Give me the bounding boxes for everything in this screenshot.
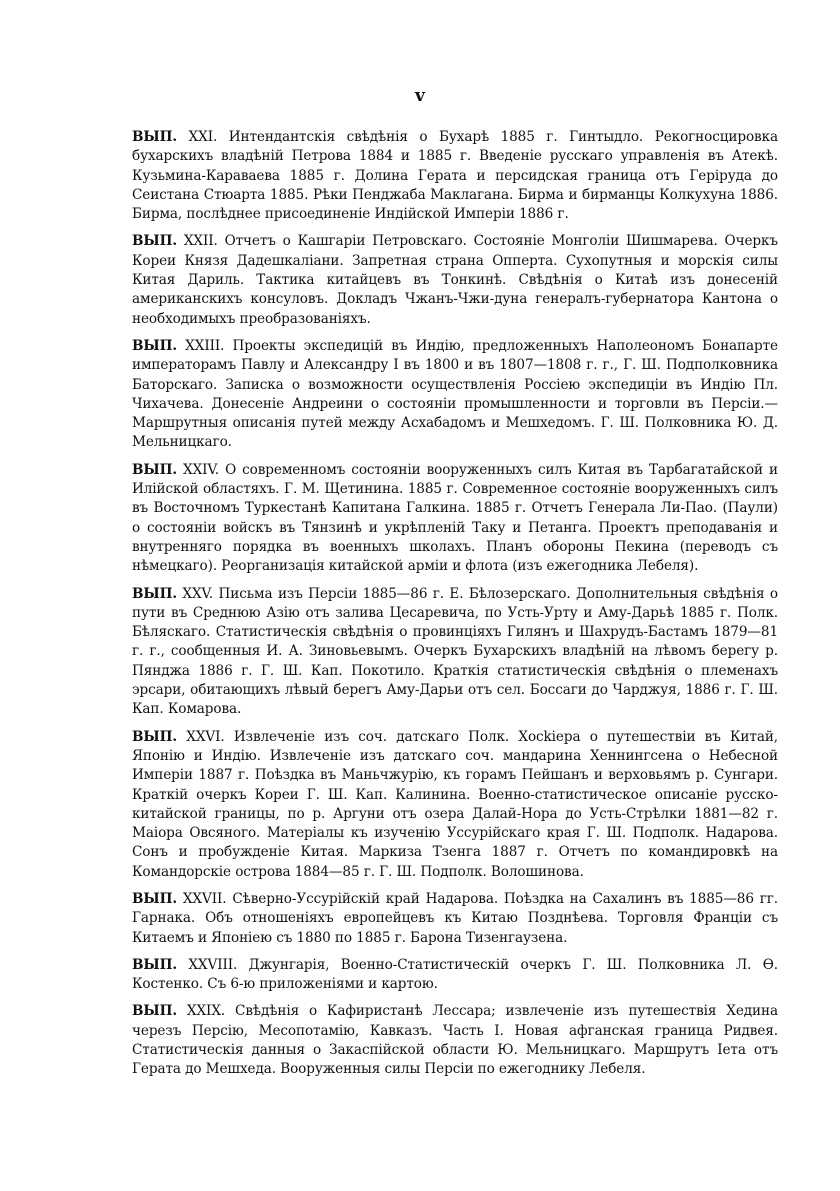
entry-xxviii: [132, 956, 778, 995]
entry-xxiii: [132, 337, 778, 453]
entry-number: XXI.: [188, 129, 218, 145]
entry-text: О современномъ состояніи вооруженныхъ силъ Китая въ Тарбагатайской и Илійской областяхъ. Г. М. Щетинина. 1885 г. Современное состояніе вооруженныхъ силъ въ Восточномъ Туркестанѣ Капитана Галкина. 1885 г. Отчетъ Генерала Ли-Пао. (Паули) о состояніи войскъ въ Тянзинѣ и укрѣпленій Таку и Петанга. Проектъ преподаванія и внутренняго порядка въ военныхъ школахъ. Планъ обороны Пекина (переводъ съ нѣмецкаго). Реорганизація китайской арміи и флота (изъ ежегодника Лебеля).: [132, 461, 778, 575]
entry-number: XXIV.: [183, 461, 220, 478]
entry-text: Извлеченіе изъ соч. датскаго Полк. Хосkiера о путешествіи въ Китай, Японію и Индію. Извлеченіе изъ датскаго соч. мандарина Хеннингсена о Небесной Имперіи 1887 г. Поѣздка въ Маньчжурію, къ горамъ Пейшанъ и верховьямъ р. Сунгари. Краткій очеркъ Кореи Г. Ш. Кап. Калинина. Военно-статистическое описаніе русско-китайской границы, по р. Аргуни отъ озера Далай-Нора до Усть-Стрѣлки 1881—82 г. Маіора Овсяного. Матеріалы къ изученію Уссурійскаго края Г. Ш. Подполк. Надарова. Сонъ и пробужденіе Китая. Маркиза Тзенга 1887 г. Отчетъ по командировкѣ на Командорскіе острова 1884—85 г. Г. Ш. Подполк. Волошинова.: [132, 728, 779, 880]
entry-number: XXVI.: [186, 728, 225, 745]
entry-label: ВЫП.: [132, 956, 177, 973]
entry-xxvi: [132, 728, 778, 882]
entry-label: ВЫП.: [132, 233, 177, 250]
entry-number: XXII.: [183, 233, 218, 250]
entry-label: ВЫП.: [132, 1003, 177, 1020]
entry-text: Отчетъ о Кашгаріи Петровскаго. Состояніе Монголіи Шишмарева. Очеркъ Кореи Князя Дадешкаліани. Запретная страна Опперта. Сухопутныя и морскія силы Китая Дариль. Тактика китайцевъ въ Тонкинѣ. Свѣдѣнія о Китаѣ изъ донесеній американскихъ консуловъ. Докладъ Чжанъ-Чжи-дуна генералъ-губернатора Кантона о необходимыхъ преобразованіяхъ.: [132, 233, 778, 327]
entry-xxix: [132, 1002, 778, 1079]
entry-label: ВЫП.: [132, 129, 177, 145]
entry-text: Джунгарія, Военно-Статистическій очеркъ Г. Ш. Полковника Л. Ѳ. Костенко. Съ 6-ю приложеніями и картою.: [132, 956, 778, 993]
entry-xxvii: [132, 890, 778, 948]
entry-label: ВЫП.: [132, 728, 177, 745]
entry-number: XXVIII.: [188, 956, 238, 973]
entry-text: Интендантскія свѣдѣнія о Бухарѣ 1885 г. Гинтыдло. Рекогносцировка бухарскихъ владѣній Петрова 1884 и 1885 г. Введеніе русскаго управленія въ Атекѣ. Кузьмина-Караваева 1885 г. Долина Герата и персидская граница отъ Геріруда до Сеистана Стюарта 1885. Рѣки Пенджаба Маклагана. Бирма и бирманцы Колкухуна 1886. Бирма, послѣднее присоединеніе Индійской Имперіи 1886 г.: [132, 129, 778, 223]
entry-label: ВЫП.: [132, 337, 177, 354]
entry-xxiv: [132, 461, 778, 577]
entry-xxii: [132, 232, 778, 328]
entry-label: ВЫП.: [132, 890, 177, 907]
entry-label: ВЫП.: [132, 585, 177, 602]
page-number: v: [415, 86, 425, 106]
entry-text: Сѣверно-Уссурійскій край Надарова. Поѣздка на Сахалинъ въ 1885—86 гг. Гарнака. Объ отношеніяхъ европейцевъ къ Китаю Позднѣева. Торговля Франціи съ Китаемъ и Японіею съ 1880 по 1885 г. Барона Тизенгаузена.: [132, 890, 778, 946]
entry-number: XXV.: [182, 585, 214, 602]
entry-list: [132, 128, 778, 1088]
entry-text: Свѣдѣнія о Кафиристанѣ Лессара; извлеченіе изъ путешествія Хедина черезъ Персію, Месопотамію, Кавказъ. Часть I. Новая афганская граница Ридвея. Статистическія данныя о Закаспійской области Ю. Мельницкаго. Маршрутъ Іета отъ Герата до Мешхеда. Вооруженныя силы Персіи по ежегоднику Лебеля.: [132, 1003, 778, 1078]
entry-label: ВЫП.: [132, 461, 177, 478]
entry-xxi: [132, 128, 778, 224]
entry-number: XXIX.: [186, 1003, 226, 1020]
entry-number: XXVII.: [182, 890, 227, 907]
entry-text: Письма изъ Персіи 1885—86 г. Е. Бѣлозерскаго. Дополнительныя свѣдѣнія о пути въ Среднюю Азію отъ залива Цесаревича, по Усть-Урту и Аму-Дарьѣ 1885 г. Полк. Бѣляскаго. Статистическія свѣдѣнія о провинціяхъ Гилянъ и Шахрудъ-Бастамъ 1879—81 г. г., сообщенныя И. А. Зиновьевымъ. Очеркъ Бухарскихъ владѣній на лѣвомъ берегу р. Пянджа 1886 г. Г. Ш. Кап. Покотило. Краткія статистическія свѣдѣнія о племенахъ эрсари, обитающихъ лѣвый берегъ Аму-Дарьи отъ сел. Боссаги до Чарджуя, 1886 г. Г. Ш. Кап. Комарова.: [132, 585, 778, 718]
entry-number: XXIII.: [185, 337, 225, 354]
entry-xxv: [132, 585, 778, 720]
entry-text: Проекты экспедицій въ Индію, предложенныхъ Наполеономъ Бонапарте императорамъ Павлу и Александру I въ 1800 и въ 1807—1808 г. г., Г. Ш. Подполковника Баторскаго. Записка о возможности осуществленія Россіею экспедиціи въ Индію Пл. Чихачева. Донесеніе Андреини о состояніи промышленности и торговли въ Персіи.—Маршрутныя описанія путей между Асхабадомъ и Мешхедомъ. Г. Ш. Полковника Ю. Д. Мельницкаго.: [132, 337, 778, 451]
